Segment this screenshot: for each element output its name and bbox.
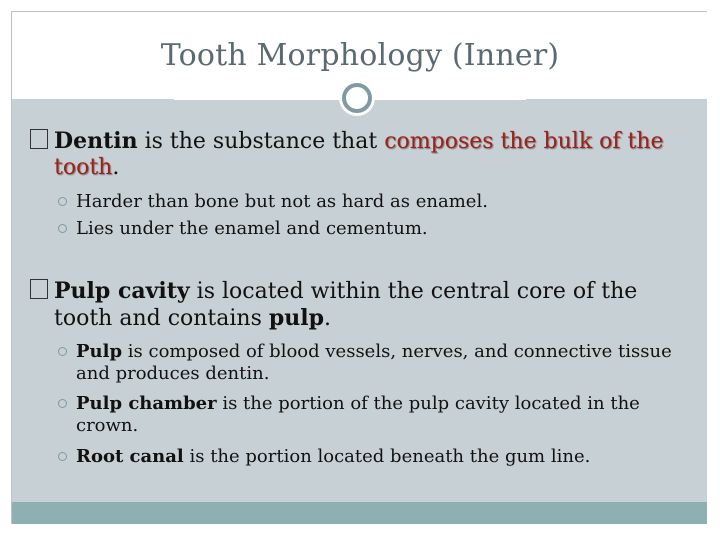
- term-pulp: pulp: [268, 305, 325, 331]
- pulp-sub-2: [58, 393, 688, 437]
- dentin-sub-1-text: Harder than bone but not as hard as enamel.: [76, 191, 488, 212]
- circle-bullet-icon: [58, 197, 67, 206]
- circle-bullet-icon: [58, 224, 67, 233]
- term-dentin: Dentin: [54, 128, 138, 154]
- pulp-sub-1-desc: is composed of blood vessels, nerves, and connective tissue and produces dentin.: [76, 341, 672, 384]
- term-root-canal: Root canal: [76, 446, 184, 467]
- dentin-accent: composes the bulk of the tooth: [54, 129, 664, 180]
- circle-ornament-icon: [339, 80, 375, 116]
- footer-bar: [12, 502, 707, 524]
- dentin-text-before: is the substance that: [137, 129, 385, 154]
- pulp-sub-1-text: [58, 341, 688, 385]
- pulp-cavity-text-middle: is located within the central core of the tooth and contains: [54, 279, 638, 331]
- dentin-sub-2: [58, 218, 678, 240]
- term-pulp-chamber: Pulp chamber: [76, 393, 217, 414]
- box-bullet-icon: [30, 279, 48, 299]
- pulp-sub-1: [58, 341, 688, 385]
- bullet-dentin: [30, 128, 680, 181]
- circle-bullet-icon: [58, 347, 67, 356]
- circle-bullet-icon: [58, 452, 67, 461]
- box-bullet-icon: [30, 129, 48, 149]
- pulp-sub-3-desc: is the portion located beneath the gum line.: [183, 446, 591, 467]
- bullet-dentin-text: [30, 128, 680, 181]
- pulp-sub-3-text: [58, 446, 688, 468]
- dentin-sub-2-text: Lies under the enamel and cementum.: [76, 218, 428, 239]
- pulp-sub-2-desc: is the portion of the pulp cavity located in the crown.: [76, 393, 640, 436]
- term-pulp-cavity: Pulp cavity: [54, 278, 190, 304]
- slide-title: Tooth Morphology (Inner): [160, 38, 560, 73]
- pulp-sub-3: [58, 446, 688, 468]
- dentin-text-after: .: [112, 155, 120, 180]
- term-pulp-sub: Pulp: [76, 341, 123, 362]
- circle-bullet-icon: [58, 399, 67, 408]
- bullet-pulp-cavity-text: [30, 278, 690, 332]
- pulp-cavity-text-after: .: [324, 306, 332, 331]
- dentin-sub-1: [58, 191, 678, 213]
- pulp-sub-2-text: [58, 393, 688, 437]
- bullet-pulp-cavity: [30, 278, 690, 332]
